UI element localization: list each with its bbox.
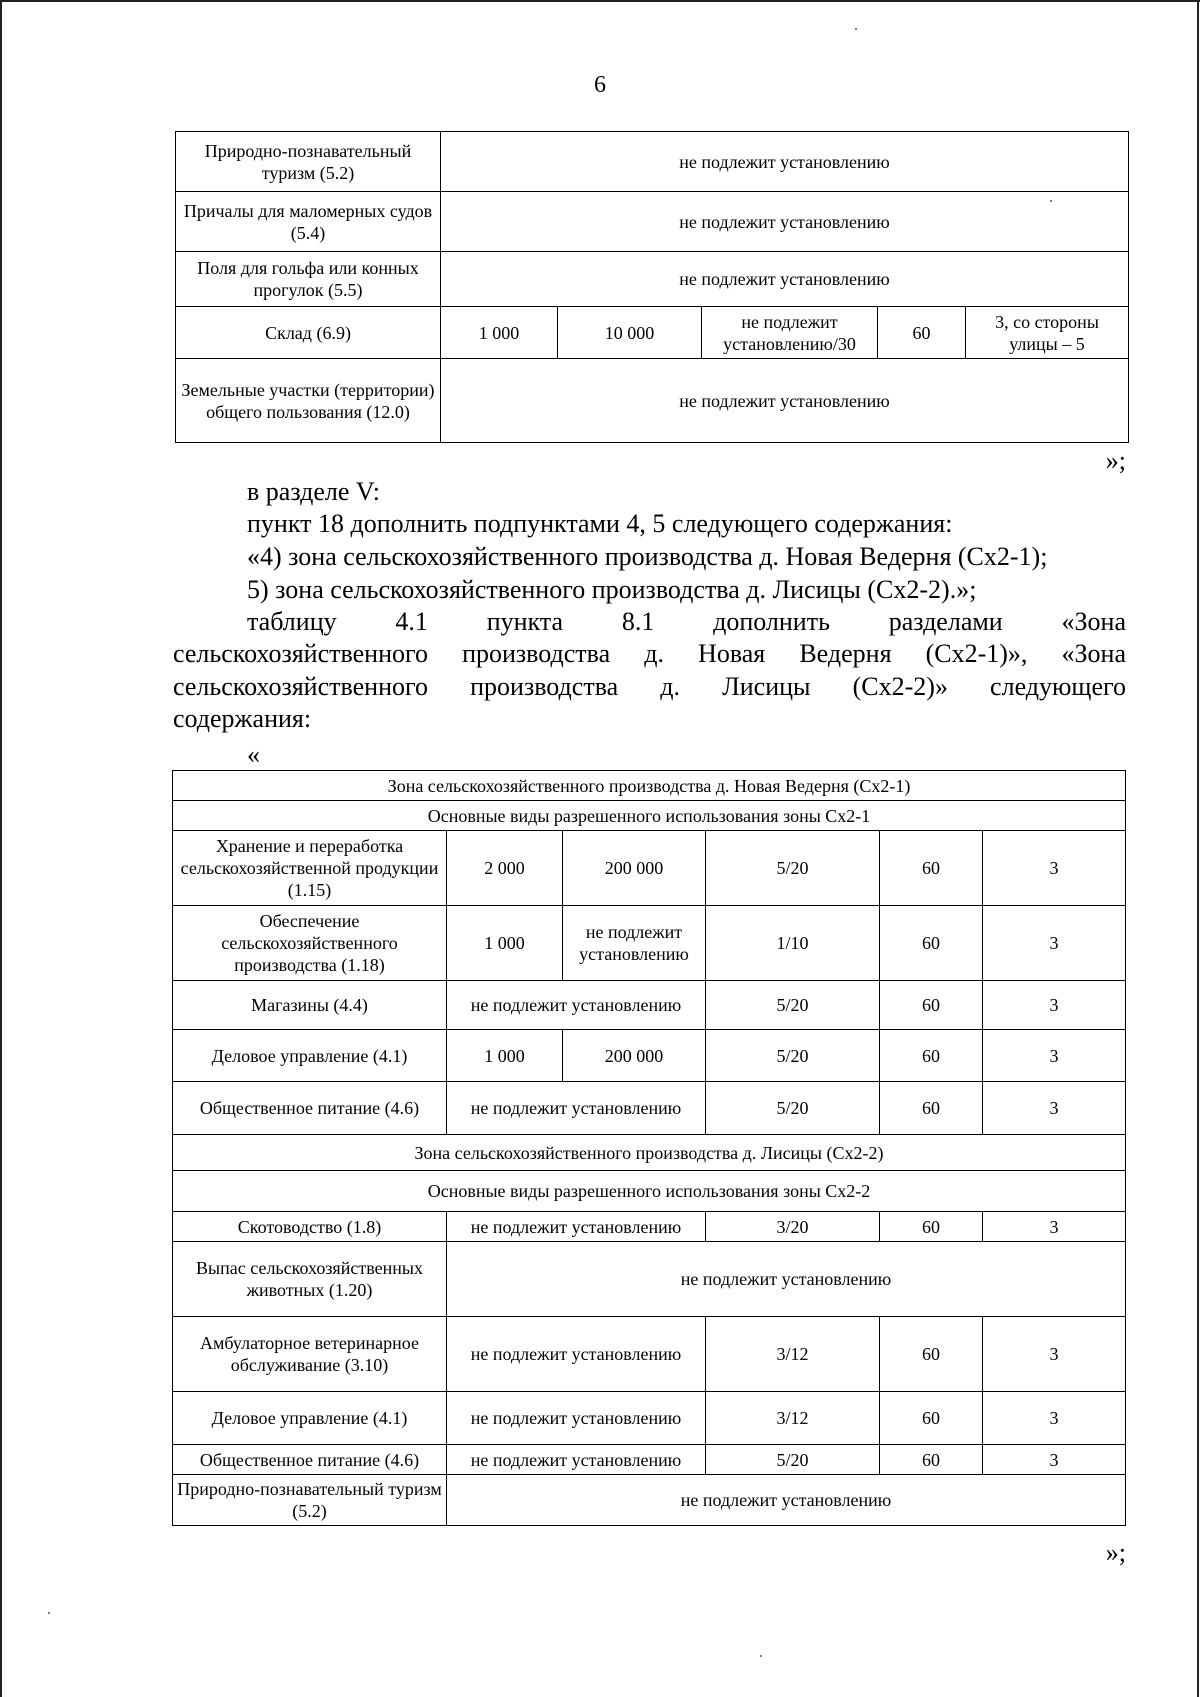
coverage-cell: 60 (880, 831, 983, 906)
max-area-cell: 200 000 (563, 831, 706, 906)
use-type-cell: Обеспечение сельскохозяйственного производства (1.18) (173, 906, 447, 981)
max-area-cell: 200 000 (563, 1030, 706, 1082)
merged-value-cell: не подлежит установлению (447, 1445, 706, 1475)
setback-cell: 3 (983, 906, 1126, 981)
min-area-cell: 1 000 (441, 307, 558, 359)
zone-title-row (173, 1135, 1126, 1171)
setback-cell: 3 (983, 1445, 1126, 1475)
max-area-cell: не подлежит установлению (563, 906, 706, 981)
scan-top-edge (0, 0, 1200, 2)
merged-value-cell: не подлежит установлению (447, 1392, 706, 1445)
floors-height-cell: 3/12 (706, 1392, 880, 1445)
coverage-cell: 60 (880, 1445, 983, 1475)
merged-value-cell: не подлежит установлению (441, 192, 1129, 252)
merged-value-cell: не подлежит установлению (447, 1242, 1126, 1317)
use-type-cell: Деловое управление (4.1) (173, 1030, 447, 1082)
use-type-cell: Амбулаторное ветеринарное обслуживание (3.10) (173, 1317, 447, 1392)
coverage-cell: 60 (880, 906, 983, 981)
setback-cell: 3 (983, 831, 1126, 906)
zone-subtitle: Основные виды разрешенного использования зоны Сх2-1 (173, 801, 1126, 831)
table-land-use-continuation (175, 131, 1129, 443)
floors-height-cell: 5/20 (706, 831, 880, 906)
merged-value-cell: не подлежит установлению (441, 252, 1129, 307)
scan-speck (1050, 200, 1052, 202)
zone-title-row (173, 771, 1126, 801)
floors-height-cell: 5/20 (706, 1445, 880, 1475)
paragraph-line: сельскохозяйственного производства д. Новая Ведерня (Сх2-1)», «Зона (173, 639, 1126, 668)
table-row (173, 1317, 1126, 1392)
coverage-cell: 60 (878, 307, 966, 359)
table-row (173, 1475, 1126, 1526)
floors-height-cell: не подлежит установлению/30 (702, 307, 878, 359)
coverage-cell: 60 (880, 1212, 983, 1242)
merged-value-cell: не подлежит установлению (447, 1082, 706, 1135)
min-area-cell: 2 000 (447, 831, 563, 906)
use-type-cell: Поля для гольфа или конных прогулок (5.5) (176, 252, 441, 307)
use-type-cell: Природно-познавательный туризм (5.2) (173, 1475, 447, 1526)
table-row (176, 132, 1129, 192)
table-row (176, 307, 1129, 359)
coverage-cell: 60 (880, 1030, 983, 1082)
page-number: 6 (594, 72, 606, 98)
paragraph-line: сельскохозяйственного производства д. Лисицы (Сх2-2)» следующего (173, 672, 1126, 701)
paragraph-line: содержания: (173, 704, 312, 733)
merged-value-cell: не подлежит установлению (441, 359, 1129, 443)
coverage-cell: 60 (880, 1317, 983, 1392)
use-type-cell: Магазины (4.4) (173, 981, 447, 1030)
setback-cell: 3 (983, 1030, 1126, 1082)
table-row (173, 831, 1126, 906)
floors-height-cell: 3/20 (706, 1212, 880, 1242)
merged-value-cell: не подлежит установлению (441, 132, 1129, 192)
setback-cell: 3 (983, 1317, 1126, 1392)
closing-quote: »; (1105, 1538, 1126, 1567)
table-row (173, 1082, 1126, 1135)
min-area-cell: 1 000 (447, 1030, 563, 1082)
setback-cell: 3 (983, 981, 1126, 1030)
use-type-cell: Склад (6.9) (176, 307, 441, 359)
table-row (173, 981, 1126, 1030)
floors-height-cell: 3/12 (706, 1317, 880, 1392)
setback-cell: 3, со стороны улицы – 5 (966, 307, 1129, 359)
paragraph-line: в разделе V: (247, 477, 380, 506)
use-type-cell: Общественное питание (4.6) (173, 1082, 447, 1135)
table-row (176, 192, 1129, 252)
merged-value-cell: не подлежит установлению (447, 981, 706, 1030)
table-row (176, 359, 1129, 443)
paragraph-line: таблицу 4.1 пункта 8.1 дополнить разделами «Зона (247, 607, 1126, 636)
table-row (173, 1212, 1126, 1242)
floors-height-cell: 1/10 (706, 906, 880, 981)
paragraph-line: пункт 18 дополнить подпунктами 4, 5 следующего содержания: (247, 509, 953, 538)
use-type-cell: Причалы для маломерных судов (5.4) (176, 192, 441, 252)
scan-right-edge (1197, 0, 1199, 1697)
coverage-cell: 60 (880, 981, 983, 1030)
setback-cell: 3 (983, 1392, 1126, 1445)
table-row (173, 1445, 1126, 1475)
use-type-cell: Деловое управление (4.1) (173, 1392, 447, 1445)
zone-subtitle-row (173, 801, 1126, 831)
coverage-cell: 60 (880, 1082, 983, 1135)
scan-left-edge (0, 0, 2, 1697)
floors-height-cell: 5/20 (706, 981, 880, 1030)
setback-cell: 3 (983, 1212, 1126, 1242)
coverage-cell: 60 (880, 1392, 983, 1445)
merged-value-cell: не подлежит установлению (447, 1475, 1126, 1526)
zone-subtitle: Основные виды разрешенного использования зоны Сх2-2 (173, 1171, 1126, 1212)
table-row (176, 252, 1129, 307)
table-row (173, 1392, 1126, 1445)
use-type-cell: Общественное питание (4.6) (173, 1445, 447, 1475)
use-type-cell: Хранение и переработка сельскохозяйственной продукции (1.15) (173, 831, 447, 906)
setback-cell: 3 (983, 1082, 1126, 1135)
use-type-cell: Природно-познавательный туризм (5.2) (176, 132, 441, 192)
table-row (173, 1030, 1126, 1082)
zone-title: Зона сельскохозяйственного производства д. Новая Ведерня (Сх2-1) (173, 771, 1126, 801)
scan-speck (48, 1612, 50, 1614)
use-type-cell: Скотоводство (1.8) (173, 1212, 447, 1242)
max-area-cell: 10 000 (558, 307, 702, 359)
table-agricultural-zones (172, 770, 1126, 1526)
paragraph-line: 5) зона сельскохозяйственного производства д. Лисицы (Сх2-2).»; (247, 575, 977, 604)
zone-subtitle-row (173, 1171, 1126, 1212)
merged-value-cell: не подлежит установлению (447, 1317, 706, 1392)
scan-speck (760, 1655, 762, 1657)
min-area-cell: 1 000 (447, 906, 563, 981)
floors-height-cell: 5/20 (706, 1030, 880, 1082)
zone-title: Зона сельскохозяйственного производства д. Лисицы (Сх2-2) (173, 1135, 1126, 1171)
paragraph-line: «4) зона сельскохозяйственного производства д. Новая Ведерня (Сх2-1); (247, 542, 1048, 571)
use-type-cell: Выпас сельскохозяйственных животных (1.20) (173, 1242, 447, 1317)
opening-quote: « (247, 740, 260, 769)
floors-height-cell: 5/20 (706, 1082, 880, 1135)
table-row (173, 1242, 1126, 1317)
use-type-cell: Земельные участки (территории) общего пользования (12.0) (176, 359, 441, 443)
scan-speck (855, 28, 857, 30)
table-row (173, 906, 1126, 981)
closing-quote: »; (1105, 446, 1126, 475)
merged-value-cell: не подлежит установлению (447, 1212, 706, 1242)
